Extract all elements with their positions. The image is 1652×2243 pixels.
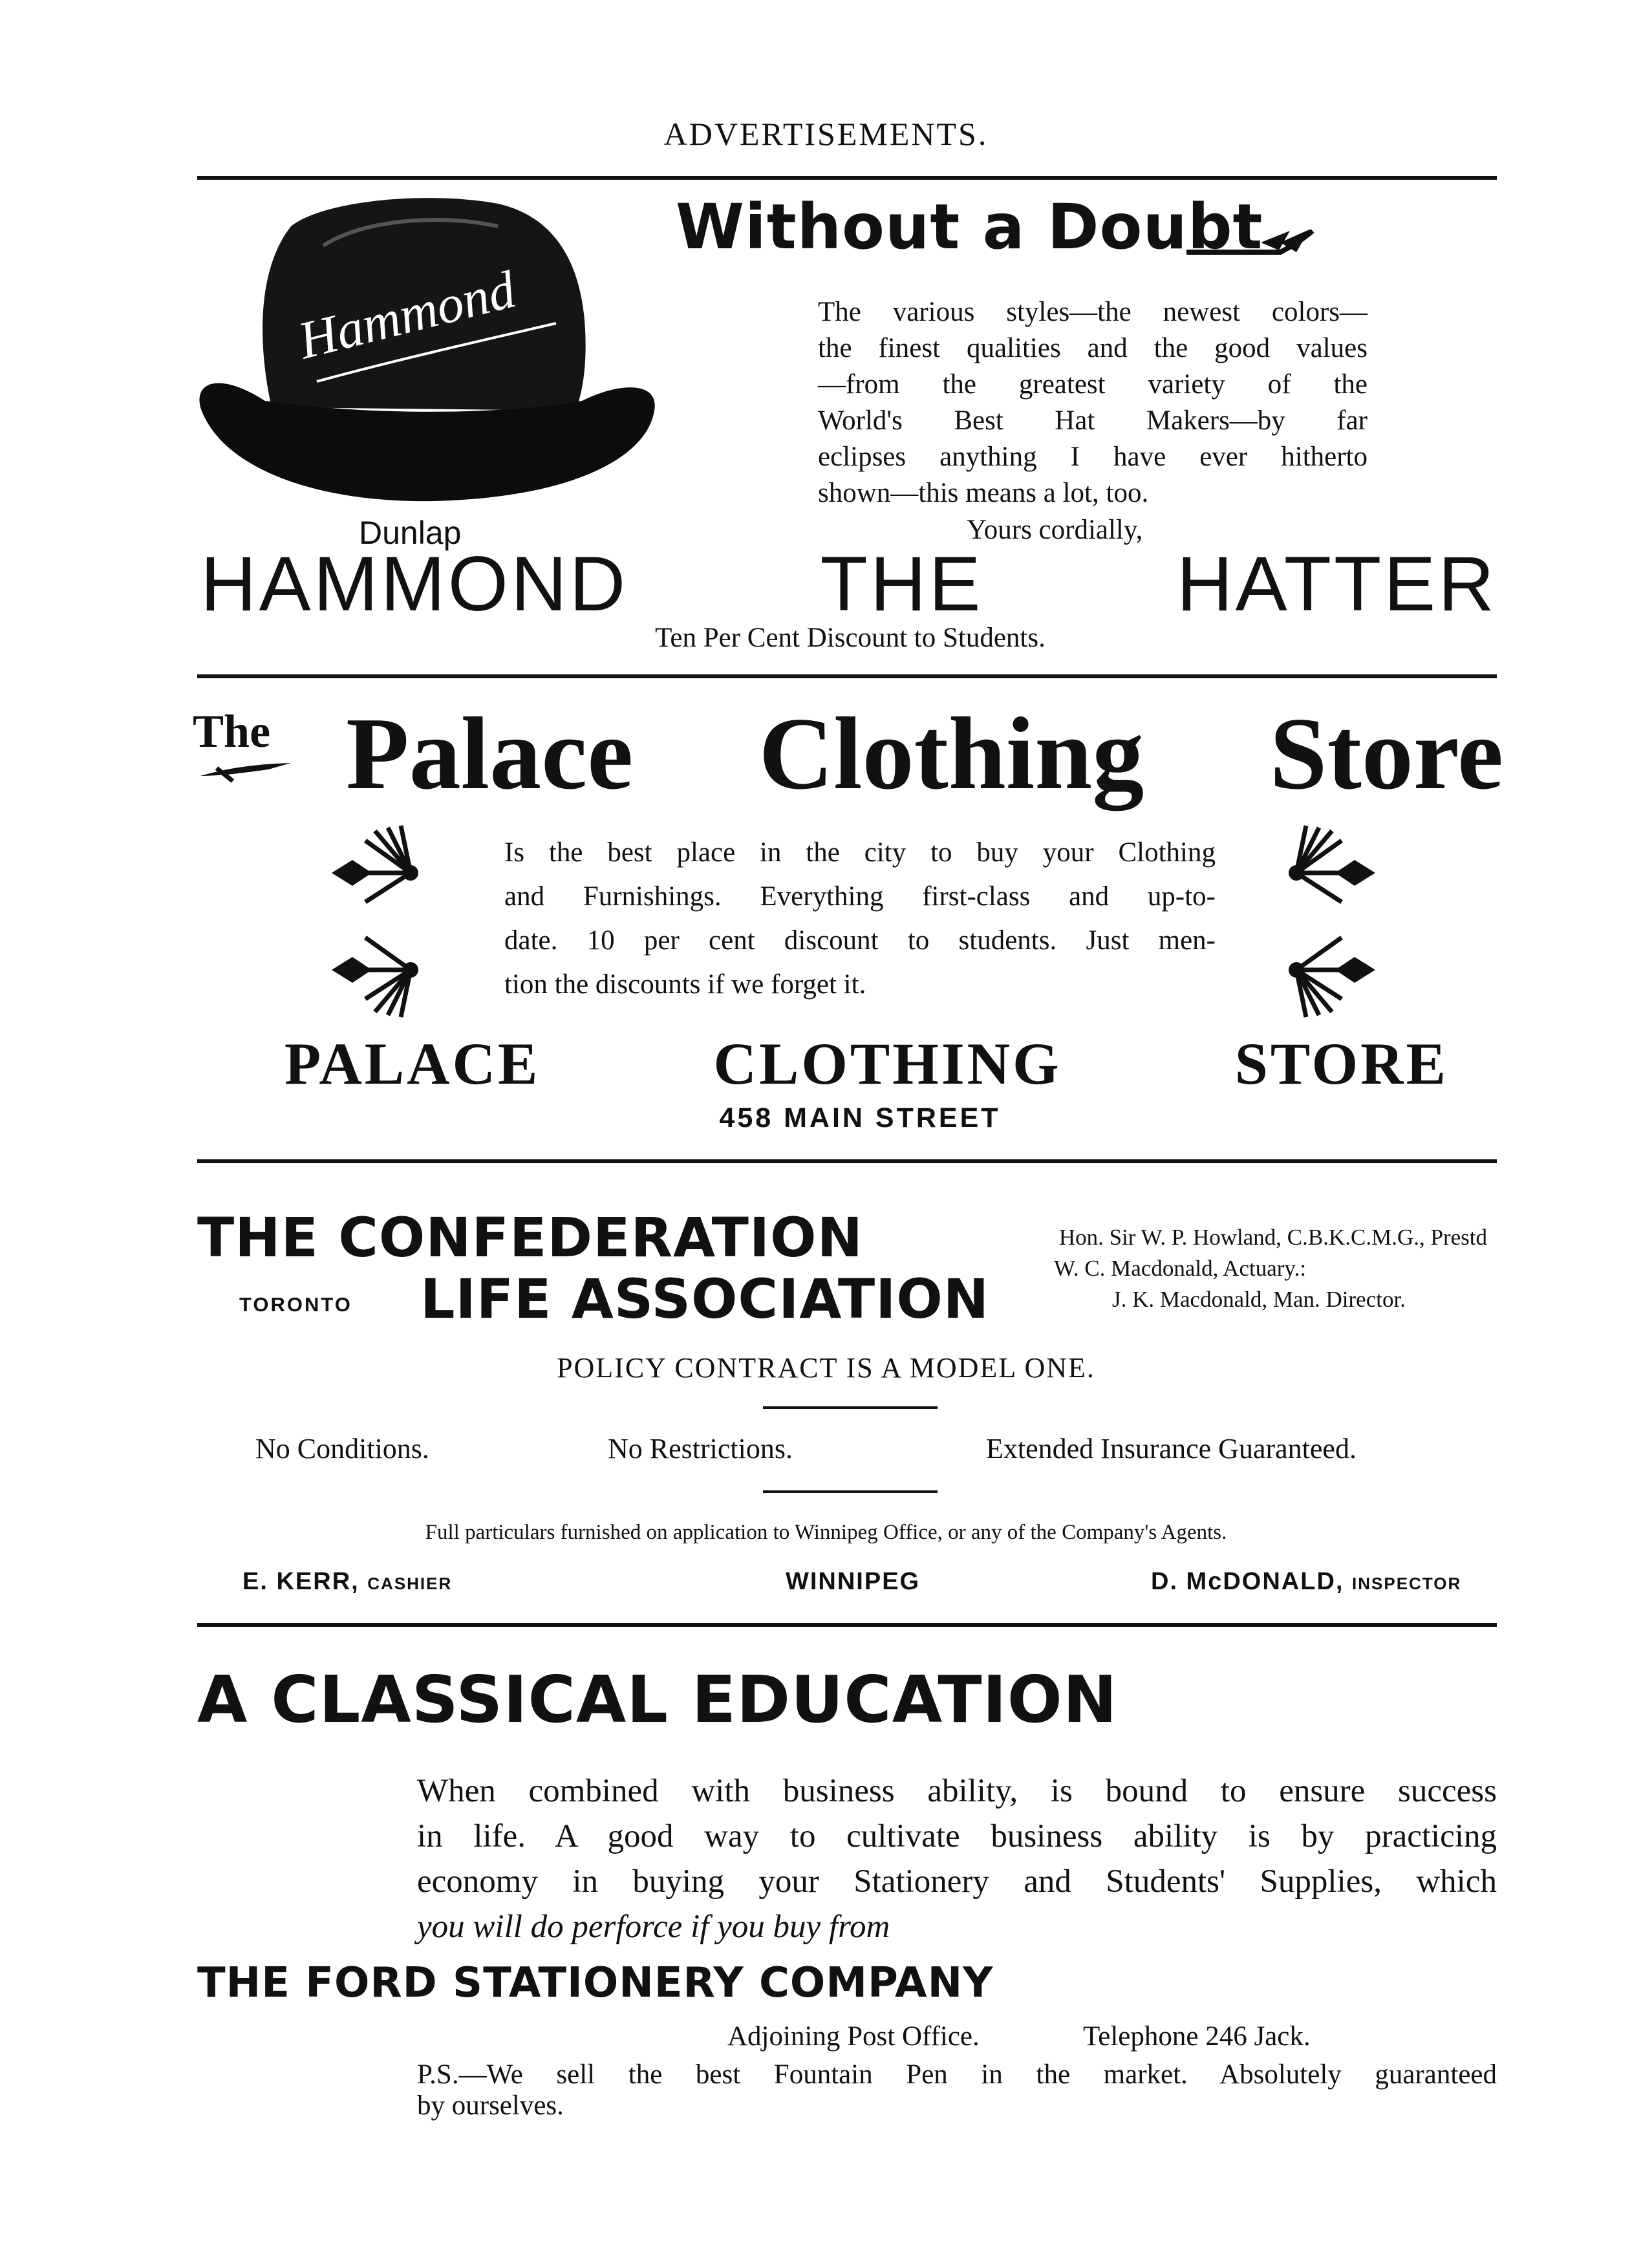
ford-location: Adjoining Post Office.	[727, 2021, 980, 2052]
palace-body-line: Is the best place in the city to buy your Clothing	[504, 837, 1216, 868]
palace-body-line: tion the discounts if we forget it.	[504, 969, 866, 1000]
ford-body-line: economy in buying your Stationery and Students' Supplies, which	[417, 1863, 1497, 1900]
hammond-body-line: eclipses anything I have ever hitherto	[818, 442, 1368, 472]
pointer-flourish-icon	[197, 757, 294, 782]
officer-president: Hon. Sir W. P. Howland, C.B.K.C.M.G., Prestd	[1058, 1225, 1487, 1250]
inspector-title: INSPECTOR	[1352, 1574, 1462, 1593]
hammond-body-line: —from the greatest variety of the	[818, 369, 1368, 400]
cashier-title: CASHIER	[367, 1574, 453, 1593]
ford-ps-line: P.S.—We sell the best Fountain Pen in the market. Absolutely guaranteed	[417, 2059, 1497, 2090]
confederation-officers	[925, 1222, 1507, 1315]
hammond-body-line: The various styles—the newest colors—	[818, 297, 1368, 327]
divider	[197, 674, 1497, 678]
hammond-body-line: shown—this means a lot, too.	[818, 478, 1149, 508]
feature-no-restrictions: No Restrictions.	[608, 1433, 793, 1465]
ford-ps-line: by ourselves.	[417, 2090, 564, 2121]
confederation-policy: POLICY CONTRACT IS A MODEL ONE.	[557, 1352, 1095, 1384]
hammond-body-line: World's Best Hat Makers—by far	[818, 405, 1368, 436]
palace-body	[504, 831, 1216, 1007]
hammond-name: HAMMOND THE HATTER	[200, 541, 1497, 627]
confederation-city: TORONTO	[239, 1293, 352, 1316]
ornament-right	[1283, 824, 1380, 1018]
ford-company: THE FORD STATIONERY COMPANY	[197, 1959, 994, 2007]
ford-telephone: Telephone 246 Jack.	[1083, 2021, 1311, 2052]
hammond-body	[818, 294, 1368, 511]
feature-extended-insurance: Extended Insurance Guaranteed.	[986, 1433, 1357, 1465]
palace-title: Palace Clothing Store	[346, 696, 1503, 811]
hat-illustration	[194, 188, 660, 530]
hammond-body-line: the finest qualities and the good values	[818, 333, 1368, 363]
cashier-name: E. KERR,	[242, 1568, 359, 1595]
palace-body-line: and Furnishings. Everything first-class and up-to-	[504, 881, 1216, 912]
ford-body	[417, 1768, 1497, 1949]
palace-the: The	[193, 705, 271, 757]
arrow-flourish-icon	[1183, 223, 1316, 262]
hammond-discount: Ten Per Cent Discount to Students.	[655, 623, 1046, 653]
palace-address: 458 MAIN STREET	[719, 1102, 1001, 1133]
feature-no-conditions: No Conditions.	[255, 1433, 429, 1465]
office-city: WINNIPEG	[786, 1568, 921, 1595]
inspector	[1151, 1568, 1461, 1596]
confederation-particulars: Full particulars furnished on application to Winnipeg Office, or any of the Company's Agents.	[425, 1521, 1227, 1544]
ford-body-line: in life. A good way to cultivate business ability is by practicing	[417, 1818, 1497, 1854]
ford-body-line: you will do perforce if you buy from	[417, 1909, 890, 1945]
ford-ps	[417, 2059, 1497, 2121]
hammond-headline: Without a Doubt	[676, 191, 1263, 263]
hammond-closing: Yours cordially,	[967, 515, 1143, 545]
cashier	[242, 1568, 452, 1596]
ford-body-line: When combined with business ability, is bound to ensure success	[417, 1773, 1497, 1809]
hat-caption: Dunlap	[359, 515, 462, 551]
ornament-left	[327, 824, 424, 1018]
confederation-line1: THE CONFEDERATION	[197, 1206, 863, 1269]
ford-headline: A CLASSICAL EDUCATION	[197, 1662, 1118, 1737]
divider	[197, 1159, 1497, 1163]
palace-name: PALACE CLOTHING STORE	[284, 1031, 1448, 1097]
officer-director: J. K. Macdonald, Man. Director.	[1112, 1287, 1406, 1312]
page-header: ADVERTISEMENTS.	[663, 116, 989, 152]
inspector-name: D. McDONALD,	[1151, 1568, 1344, 1595]
hat-script: Hammond	[292, 259, 521, 370]
officer-actuary: W. C. Macdonald, Actuary.:	[1054, 1256, 1307, 1281]
divider	[197, 176, 1497, 180]
confederation-line2: LIFE ASSOCIATION	[420, 1267, 990, 1331]
palace-body-line: date. 10 per cent discount to students. Just men-	[504, 925, 1216, 956]
short-rule	[763, 1406, 938, 1409]
short-rule	[763, 1490, 938, 1493]
divider	[197, 1623, 1497, 1627]
